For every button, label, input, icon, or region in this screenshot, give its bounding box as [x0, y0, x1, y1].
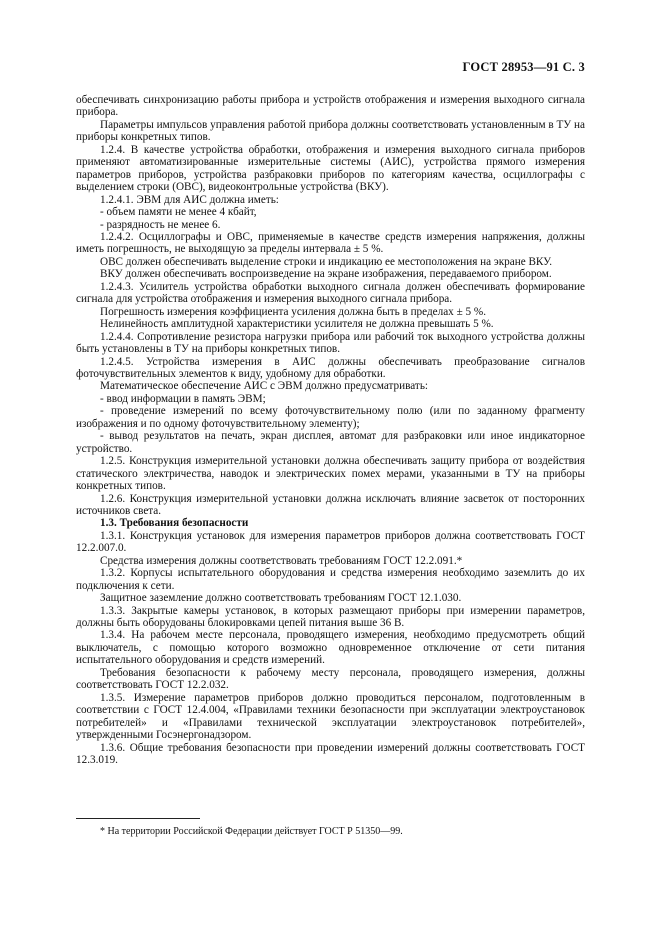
- paragraph: ВКУ должен обеспечивать воспроизведение на экране изображения, передаваемого прибором.: [100, 268, 552, 281]
- section-heading: 1.3. Требования безопасности: [100, 517, 249, 530]
- paragraph: 1.3.6. Общие требования безопасности при проведении измерений должны соответствовать ГОСТ 12.3.019.: [76, 741, 585, 767]
- paragraph: Средства измерения должны соответствовать требованиям ГОСТ 12.2.091.*: [100, 554, 463, 567]
- paragraph: 1.2.4.2. Осциллографы и ОВС, применяемые в качестве средств измерения напряжения, должны иметь погрешность, не выходящую за пределы интервала ± 5 %.: [76, 230, 585, 256]
- list-item: - разрядность не менее 6.: [100, 218, 221, 231]
- paragraph: 1.2.4.1. ЭВМ для АИС должна иметь:: [100, 193, 279, 206]
- paragraph: 1.2.5. Конструкция измерительной установки должна обеспечивать защиту прибора от воздействия статического электричества, наводок и электрических помех мерами, указанными в ТУ на приборы конкретных типов.: [76, 455, 585, 493]
- paragraph: 1.2.6. Конструкция измерительной установки должна исключать влияние засветок от посторонних источников света.: [76, 492, 585, 517]
- list-item: - проведение измерений по всему фоточувствительному полю (или по заданному фрагменту изображения и по одному фоточувствительному элементу);: [76, 405, 585, 430]
- paragraph: Требования безопасности к рабочему месту персонала, проводящего измерения, должны соответствовать ГОСТ 12.2.032.: [76, 666, 585, 692]
- paragraph: 1.2.4. В качестве устройства обработки, отображения и измерения выходного сигнала приборов применяют автоматизированные измерительные системы (АИС), устройства прямого измерения параметров приборов, устройства разбраковки приборов по категориям качества, осциллографы с выделением строки (ОВС), видеоконтрольные устройства (ВКУ).: [76, 143, 585, 194]
- footnote-divider: [76, 818, 200, 819]
- paragraph: 1.3.3. Закрытые камеры установок, в которых размещают приборы при измерении параметров, должны быть оборудованы блокировками цепей питания выше 36 В.: [76, 604, 585, 630]
- paragraph: Математическое обеспечение АИС с ЭВМ должно предусматривать:: [100, 380, 429, 393]
- list-item: - ввод информации в память ЭВМ;: [100, 392, 266, 405]
- document-body: [76, 94, 585, 766]
- paragraph: 1.3.1. Конструкция установок для измерения параметров приборов должна соответствовать ГОСТ 12.2.007.0.: [76, 529, 585, 555]
- paragraph: Параметры импульсов управления работой прибора должны соответствовать установленным в ТУ на приборы конкретных типов.: [76, 118, 585, 144]
- paragraph: обеспечивать синхронизацию работы прибора и устройств отображения и измерения выходного сигнала прибора.: [76, 94, 585, 119]
- list-item: - объем памяти не менее 4 кбайт,: [100, 206, 257, 219]
- paragraph: 1.3.5. Измерение параметров приборов должно проводиться персоналом, подготовленным в соответствии с ГОСТ 12.4.004, «Правилами техники безопасности при эксплуатации электроустановок потребителей» и «Правилами технической эксплуатации электроустановок потребителей», утвержденными Госэнергонадзором.: [76, 691, 585, 742]
- paragraph: 1.3.4. На рабочем месте персонала, проводящего измерения, необходимо предусмотреть общий выключатель, с помощью которого возможно одновременное отключение от сети питания испытательного оборудования и средств измерений.: [76, 629, 585, 667]
- paragraph: Защитное заземление должно соответствовать требованиям ГОСТ 12.1.030.: [100, 592, 462, 605]
- paragraph: 1.2.4.3. Усилитель устройства обработки выходного сигнала должен обеспечивать формирование сигнала для устройства отображения и измерения выходного сигнала прибора.: [76, 280, 585, 306]
- paragraph: 1.2.4.5. Устройства измерения в АИС должны обеспечивать преобразование сигналов фоточувствительных элементов к виду, удобному для обработки.: [76, 355, 585, 380]
- page-header: ГОСТ 28953—91 С. 3: [462, 60, 585, 74]
- paragraph: 1.2.4.4. Сопротивление резистора нагрузки прибора или рабочий ток выходного устройства должны быть установлены в ТУ на приборы конкретных типов.: [76, 330, 585, 356]
- paragraph: ОВС должен обеспечивать выделение строки и индикацию ее местоположения на экране ВКУ.: [100, 255, 553, 268]
- list-item: - вывод результатов на печать, экран дисплея, автомат для разбраковки или иное индикаторное устройство.: [76, 430, 585, 455]
- paragraph: 1.3.2. Корпусы испытательного оборудования и средства измерения необходимо заземлить до их подключения к сети.: [76, 567, 585, 592]
- footnote: * На территории Российской Федерации действует ГОСТ Р 51350—99.: [100, 826, 403, 837]
- paragraph: Погрешность измерения коэффициента усиления должна быть в пределах ± 5 %.: [100, 305, 487, 318]
- paragraph: Нелинейность амплитудной характеристики усилителя не должна превышать 5 %.: [100, 318, 494, 331]
